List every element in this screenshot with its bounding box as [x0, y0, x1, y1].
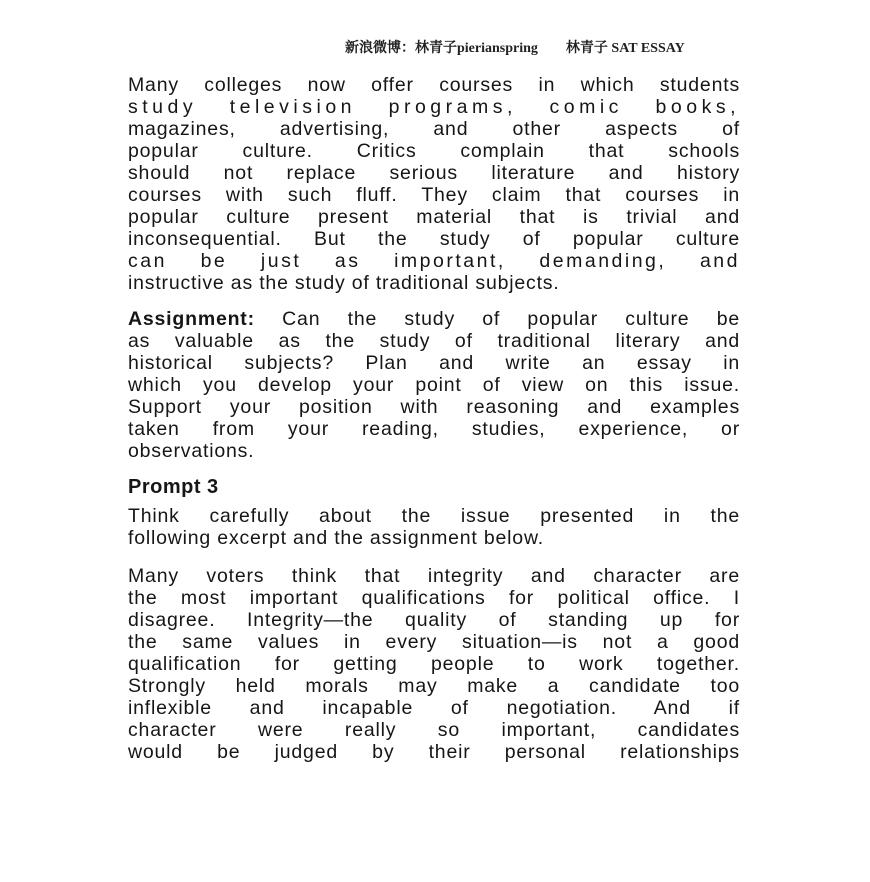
paragraph-assignment [128, 308, 740, 462]
text-line: should not replace serious literature and history [128, 162, 740, 184]
text-line: taken from your reading, studies, experience, or [128, 418, 740, 440]
text-line: inconsequential. But the study of popular culture [128, 228, 740, 250]
text-line: which you develop your point of view on this issue. [128, 374, 740, 396]
text-line: as valuable as the study of traditional literary and [128, 330, 740, 352]
text-line: following excerpt and the assignment below. [128, 527, 544, 549]
text-line: qualification for getting people to work together. [128, 653, 740, 675]
text-line: inflexible and incapable of negotiation. And if [128, 697, 740, 719]
text-line: courses with such fluff. They claim that courses in [128, 184, 740, 206]
text-line: observations. [128, 440, 255, 462]
paragraph-popular-culture [128, 74, 740, 294]
text-line: disagree. Integrity—the quality of standing up for [128, 609, 740, 631]
text-line: Strongly held morals may make a candidate too [128, 675, 740, 697]
text-line: popular culture present material that is trivial and [128, 206, 740, 228]
text-line: Think carefully about the issue presented in the [128, 505, 740, 527]
document-page [0, 40, 870, 882]
prompt-3-heading: Prompt 3 [128, 476, 219, 498]
text-line: the most important qualifications for political office. I [128, 587, 740, 609]
text-line: Support your position with reasoning and examples [128, 396, 740, 418]
text-line: Many voters think that integrity and character are [128, 565, 740, 587]
document-header-line: 新浪微博：林青子pierianspring 林青子 SAT ESSAY [345, 41, 685, 56]
text-line: the same values in every situation—is not a good [128, 631, 740, 653]
text-line: popular culture. Critics complain that schools [128, 140, 740, 162]
paragraph-voters-integrity [128, 565, 740, 763]
text-line: would be judged by their personal relationships [128, 741, 740, 763]
text-line: study television programs, comic books, [128, 96, 740, 118]
text-line: character were really so important, candidates [128, 719, 740, 741]
text-line: magazines, advertising, and other aspects of [128, 118, 740, 140]
text-line: instructive as the study of traditional subjects. [128, 272, 560, 294]
assignment-first-line-text: Can the study of popular culture be [254, 308, 740, 330]
paragraph-think-carefully [128, 505, 740, 549]
text-line [128, 308, 740, 330]
text-line: historical subjects? Plan and write an essay in [128, 352, 740, 374]
text-line: Many colleges now offer courses in which students [128, 74, 740, 96]
document-body [128, 74, 740, 763]
text-line: can be just as important, demanding, and [128, 250, 740, 272]
assignment-label: Assignment: [128, 308, 255, 330]
